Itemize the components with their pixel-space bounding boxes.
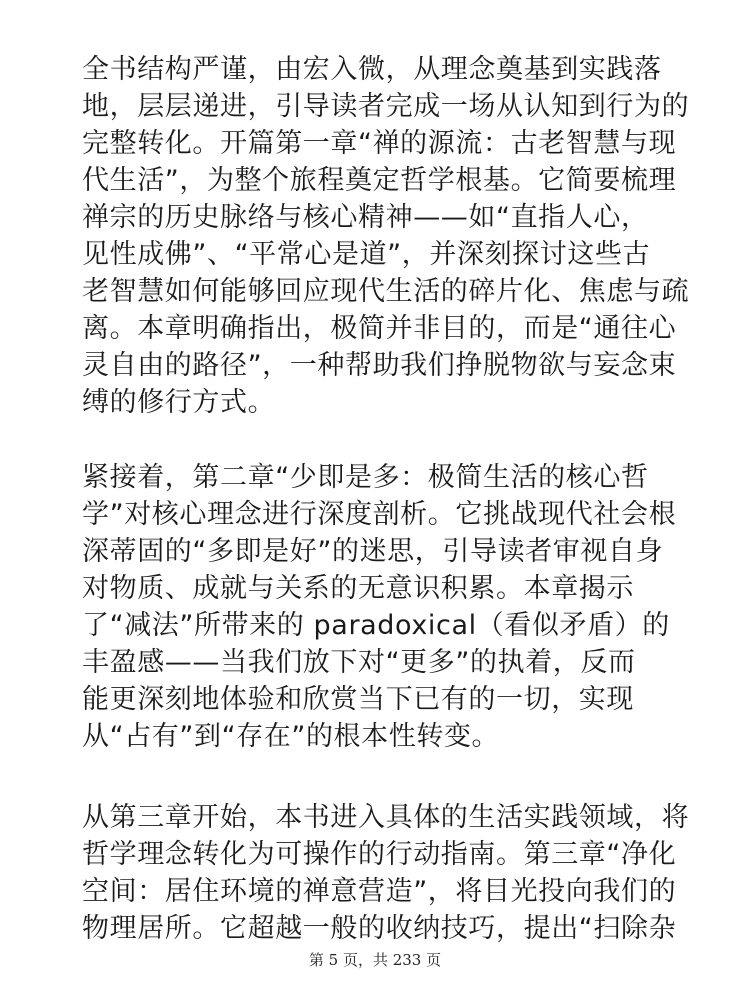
text-line: 物理居所。它超越一般的收纳技巧，提出“扫除杂 xyxy=(82,913,677,944)
text-line: 见性成佛”、“平常心是道”，并深刻探讨这些古 xyxy=(82,239,651,270)
text-line: 完整转化。开篇第一章“禅的源流：古老智慧与现 xyxy=(82,128,677,159)
page-number-footer: 第 5 页，共 233 页 xyxy=(308,951,442,969)
text-line: 深蒂固的“多即是好”的迷思，引导读者审视自身 xyxy=(82,536,664,567)
text-line: 对物质、成就与关系的无意识积累。本章揭示 xyxy=(82,573,634,604)
text-line: 丰盈感——当我们放下对“更多”的执着，反而 xyxy=(82,647,636,678)
text-line: 能更深刻地体验和欣赏当下已有的一切，实现 xyxy=(82,684,634,715)
text-line: 地，层层递进，引导读者完成一场从认知到行为的 xyxy=(82,91,690,122)
text-line: 从第三章开始，本书进入具体的生活实践领域，将 xyxy=(82,802,690,833)
text-line: 全书结构严谨，由宏入微，从理念奠基到实践落 xyxy=(82,54,662,85)
text-line: 哲学理念转化为可操作的行动指南。第三章“净化 xyxy=(82,839,677,870)
text-line: 离。本章明确指出，极简并非目的，而是“通往心 xyxy=(82,313,677,344)
text-line: 紧接着，第二章“少即是多：极简生活的核心哲 xyxy=(82,462,649,493)
text-line: 灵自由的路径”，一种帮助我们挣脱物欲与妄念束 xyxy=(82,350,677,381)
text-line: 从“占有”到“存在”的根本性转变。 xyxy=(82,721,500,752)
text-line: 了“减法”所带来的 paradoxical（看似矛盾）的 xyxy=(82,610,670,641)
text-line: 老智慧如何能够回应现代生活的碎片化、焦虑与疏 xyxy=(82,276,690,307)
text-line: 缚的修行方式。 xyxy=(82,387,276,418)
text-line: 禅宗的历史脉络与核心精神——如“直指人心， xyxy=(82,202,649,233)
text-line: 代生活”，为整个旅程奠定哲学根基。它简要梳理 xyxy=(82,165,677,196)
text-line: 空间：居住环境的禅意营造”，将目光投向我们的 xyxy=(82,876,677,907)
text-line: 学”对核心理念进行深度剖析。它挑战现代社会根 xyxy=(82,499,677,530)
